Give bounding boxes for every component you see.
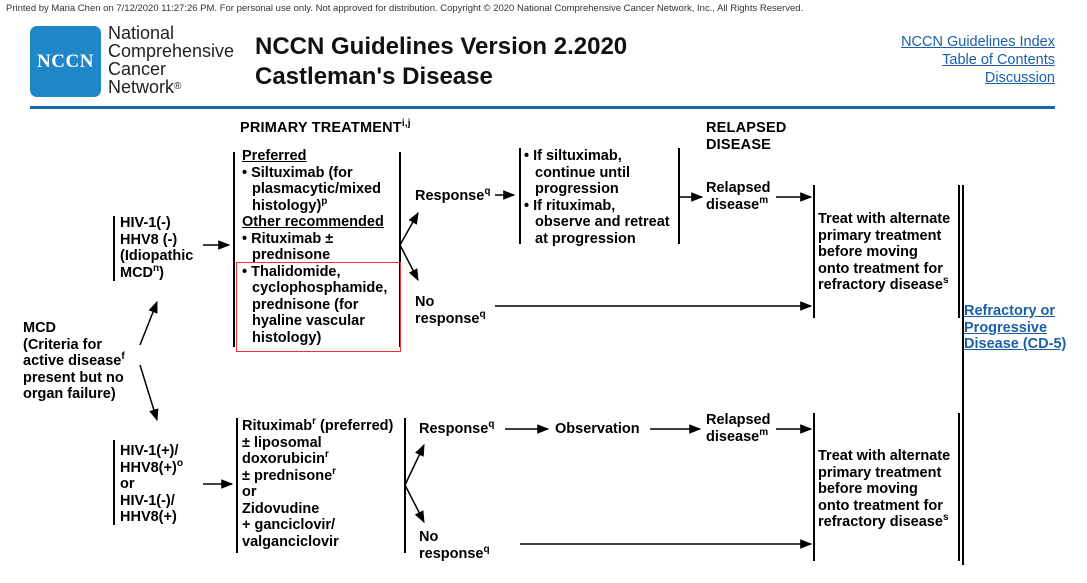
arrow xyxy=(400,245,418,280)
logo-line: National xyxy=(108,23,175,43)
response-management-box: • If siltuximab, continue until progression • If rituximab, observe and retreat at progression xyxy=(524,148,670,247)
nccn-logo: NCCN xyxy=(30,26,101,97)
arrow xyxy=(140,365,157,420)
print-notice: Printed by Maria Chen on 7/12/2020 11:27:26 PM. For personal use only. Not approved for distribution. Copyright © 2020 National Comprehensive Cancer Network, Inc., All Rights Reserved. xyxy=(6,3,804,14)
primary-treatment-hiv-positive: Rituximab$^r$ (preferred) ± liposomal doxorubicin$^r$ ± prednisone$^r$ or Zidovudine + ganciclovir/ valganciclovir xyxy=(242,416,394,550)
no-response-label: No response$^q$ xyxy=(415,294,486,327)
alternate-treatment-box: Treat with alternate primary treatment before moving onto treatment for refractory disease$^s$ xyxy=(818,448,951,530)
observation-label: Observation xyxy=(555,421,640,437)
disease-title: Castleman's Disease xyxy=(255,63,493,90)
arrow xyxy=(400,213,418,245)
hiv-negative-box: HIV-1(-) HHV8 (-) (Idiopathic MCD$^n$) xyxy=(120,215,194,281)
response-label: Response$^q$ xyxy=(419,419,495,437)
logo-line: Network® xyxy=(108,77,182,97)
response-label: Response$^q$ xyxy=(415,186,491,204)
logo-line: Cancer xyxy=(108,59,167,79)
logo-line: Comprehensive xyxy=(108,41,235,61)
guidelines-index-link[interactable]: NCCN Guidelines Index xyxy=(901,34,1055,50)
mcd-box: MCD (Criteria for active disease$^f$ present but no organ failure) xyxy=(23,320,125,402)
primary-treatment-hiv-negative: Preferred • Siltuximab (for plasmacytic/mixed histology)$^p$ Other recommended • Rituximab ± prednisone • Thalidomide, cyclophosphamide, prednisone (for hyaline vascular histology) xyxy=(242,148,388,346)
relapsed-disease-header: RELAPSED DISEASE xyxy=(706,120,787,153)
refractory-disease-link[interactable]: Refractory or Progressive Disease (CD-5) xyxy=(964,303,1067,352)
relapsed-disease-label: Relapsed disease$^m$ xyxy=(706,412,771,445)
arrow xyxy=(140,302,157,345)
arrow xyxy=(405,485,424,522)
hiv-positive-box: HIV-1(+)/ $HHV8(+)^o$ or HIV-1(-)/ HHV8(+) xyxy=(120,443,183,525)
guideline-version: NCCN Guidelines Version 2.2020 xyxy=(255,33,628,60)
discussion-link[interactable]: Discussion xyxy=(984,70,1055,86)
alternate-treatment-box: Treat with alternate primary treatment before moving onto treatment for refractory disease$^s$ xyxy=(818,211,951,293)
no-response-label: No response$^q$ xyxy=(419,529,490,562)
primary-treatment-header: PRIMARY TREATMENT$^{i,j}$ xyxy=(240,118,411,136)
table-of-contents-link[interactable]: Table of Contents xyxy=(942,52,1055,68)
relapsed-disease-label: Relapsed disease$^m$ xyxy=(706,180,771,213)
arrow xyxy=(405,445,424,485)
